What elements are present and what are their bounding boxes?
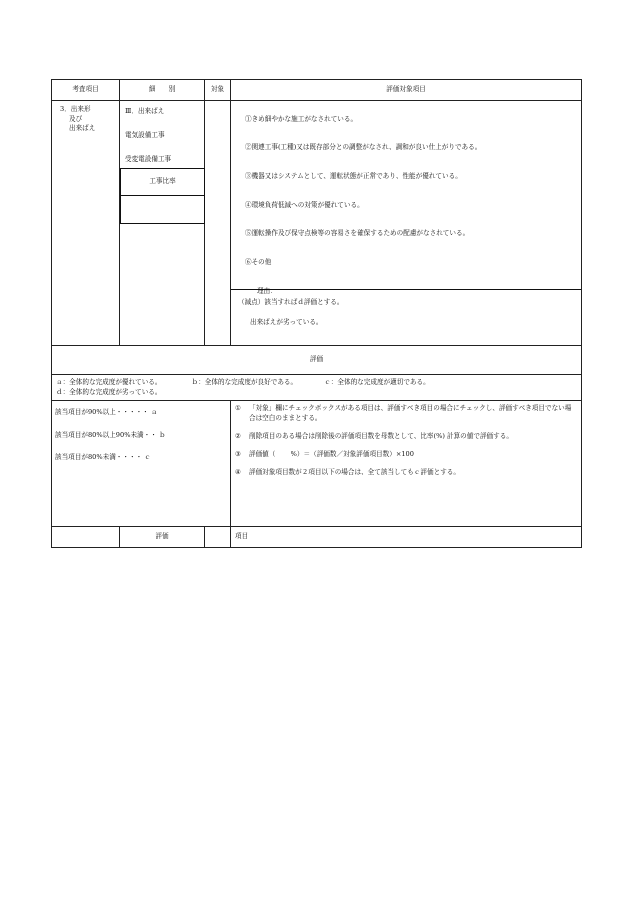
note-item: [235, 404, 577, 423]
grade-c-text: ｃ：全体的な完成度が適切である。: [324, 378, 430, 386]
category-line1: 3．出来形: [60, 105, 91, 113]
criteria-item: ①きめ細やかな施工がなされている。: [245, 114, 358, 123]
notes-cell: [231, 401, 582, 527]
note-number: ②: [235, 431, 241, 440]
criteria-item: ⑤運転操作及び保守点検等の容易さを確保するための配慮がなされている。: [245, 229, 470, 238]
threshold-c: 該当項目が80%未満・・・・ ｃ: [55, 453, 151, 462]
grade-legend: [52, 375, 582, 401]
threshold-b: 該当項目が80%以上90%未満・・ ｂ: [55, 430, 166, 439]
criteria-item: ④環境負荷低減への対策が優れている。: [245, 200, 364, 209]
note-item: [235, 468, 577, 478]
deduction-rule: （減点）該当すればｄ評価とする。: [238, 298, 344, 306]
header-criteria: 評価対象項目: [231, 80, 582, 101]
work-ratio-box: [120, 168, 205, 224]
subcategory-item: Ⅲ．出来ばえ: [125, 107, 165, 115]
header-target: 対象: [205, 80, 231, 101]
footer-blank-cell: [52, 527, 120, 548]
threshold-a: 該当項目が90%以上・・・・・ ａ: [55, 408, 158, 417]
criteria-item: ②関連工事(工種)又は既存部分との調整がなされ、調和が良い仕上がりである。: [245, 143, 482, 152]
note-text: 評価値（ %）＝（評価数／対象評価項目数）×100: [249, 449, 414, 458]
criteria-item: ③機器又はシステムとして、運転状態が正常であり、性能が優れている。: [245, 171, 462, 180]
footer-eval-input[interactable]: [205, 527, 231, 548]
note-text: 「対象」欄にチェックボックスがある項目は、評価すべき項目の場合にチェックし、評価すべき項目でない場合は空白のままとする。: [249, 404, 572, 422]
note-text: 削除項目のある場合は削除後の評価項目数を母数として、比率(%) 計算の値で評価する。: [249, 431, 513, 440]
criteria-cell: [231, 101, 582, 346]
grade-d-text: ｄ：全体的な完成度が劣っている。: [56, 387, 162, 396]
note-item: [235, 450, 577, 460]
rules-row: [52, 401, 582, 527]
grade-a-text: ａ：全体的な完成度が優れている。: [56, 378, 162, 386]
subcategory-item: 受変電設備工事: [125, 155, 172, 164]
threshold-cell: [52, 401, 231, 527]
evaluation-form: [51, 79, 581, 548]
subcategory-cell: [120, 101, 205, 346]
criteria-list: [231, 101, 581, 295]
work-ratio-label: 工事比率: [121, 169, 204, 196]
footer-item-label: 項目: [231, 527, 582, 548]
grade-b-text: ｂ：全体的な完成度が良好である。: [191, 378, 298, 386]
note-number: ①: [235, 404, 241, 413]
note-text: 評価対象項目数が２項目以下の場合は、全て該当してもｃ評価とする。: [249, 467, 460, 476]
subcategory-item: 電気設備工事: [125, 130, 165, 139]
evaluation-title: 評価: [52, 346, 582, 375]
deduction-item: 出来ばえが劣っている。: [250, 317, 323, 326]
reason-label: 理由：: [257, 286, 277, 295]
header-subcategory: 細 別: [120, 80, 205, 101]
evaluation-table: [51, 79, 582, 548]
deduction-box: [230, 289, 581, 345]
legend-row: [52, 375, 582, 401]
note-number: ③: [235, 449, 241, 458]
footer-eval-label: 評価: [120, 527, 205, 548]
note-number: ④: [235, 467, 241, 476]
note-item: [235, 432, 577, 442]
criteria-item: ⑥その他: [245, 258, 272, 266]
category-cell: [52, 101, 120, 346]
category-line2: 及び: [69, 114, 83, 123]
evaluation-title-row: [52, 346, 582, 375]
category-line3: 出来ばえ: [69, 124, 96, 133]
header-category: 考査項目: [52, 80, 120, 101]
work-ratio-input[interactable]: [121, 196, 204, 223]
target-checkbox-column[interactable]: [205, 101, 231, 346]
footer-row: [52, 527, 582, 548]
header-row: [52, 80, 582, 101]
